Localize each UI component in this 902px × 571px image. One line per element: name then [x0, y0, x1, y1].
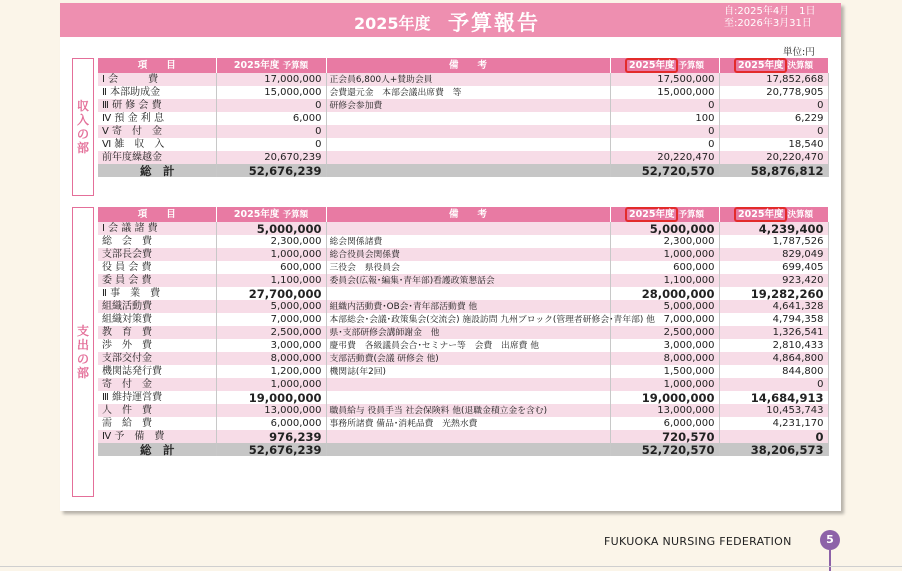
row-prev-budget: 2,500,000 [610, 326, 719, 339]
row-settlement: 4,641,328 [719, 300, 828, 313]
col-remarks: 備 考 [326, 58, 610, 73]
row-prev-budget: 0 [610, 138, 719, 151]
row-budget: 5,000,000 [216, 222, 326, 235]
row-budget: 27,700,000 [216, 287, 326, 300]
row-item: Ⅲ 研 修 会 費 [98, 99, 216, 112]
row-remarks [326, 430, 610, 443]
col-item: 項 目 [98, 207, 216, 222]
row-budget: 15,000,000 [216, 86, 326, 99]
row-remarks: 研修会参加費 [326, 99, 610, 112]
row-settlement: 4,239,400 [719, 222, 828, 235]
total-prev-budget: 52,720,570 [610, 164, 719, 177]
col-prev-budget: 2025年度 予算額 [610, 58, 719, 73]
row-settlement: 17,852,668 [719, 73, 828, 86]
col-settlement: 2025年度 決算額 [719, 207, 828, 222]
col-remarks: 備 考 [326, 207, 610, 222]
row-settlement: 4,794,358 [719, 313, 828, 326]
row-item: Ⅴ 寄 付 金 [98, 125, 216, 138]
table-row [98, 112, 828, 125]
row-item: Ⅰ 会 議 諸 費 [98, 222, 216, 235]
page-marker-line [829, 550, 831, 571]
row-remarks: 会費還元金 本部会議出席費 等 [326, 86, 610, 99]
highlight-mark: 2025年度 [734, 207, 787, 222]
total-remarks [326, 164, 610, 177]
total-remarks [326, 443, 610, 456]
row-remarks: 県･支部研修会講師謝金 他 [326, 326, 610, 339]
row-remarks: 総会関係諸費 [326, 235, 610, 248]
table-row [98, 300, 828, 313]
total-settlement: 38,206,573 [719, 443, 828, 456]
row-item: 教 育 費 [98, 326, 216, 339]
row-prev-budget: 7,000,000 [610, 313, 719, 326]
row-prev-budget: 28,000,000 [610, 287, 719, 300]
row-settlement: 0 [719, 378, 828, 391]
period-from: 自:2025年4月 1日 [724, 6, 816, 17]
table-row [98, 378, 828, 391]
row-budget: 976,239 [216, 430, 326, 443]
row-item: 需 給 費 [98, 417, 216, 430]
income-header-row [98, 58, 828, 73]
expense-section [72, 207, 828, 497]
table-row [98, 125, 828, 138]
table-row [98, 138, 828, 151]
title-banner [60, 3, 841, 37]
row-prev-budget: 6,000,000 [610, 417, 719, 430]
page-number: 5 [820, 530, 840, 550]
table-row [98, 222, 828, 235]
row-remarks: 組織内活動費･OB会･青年部活動費 他 [326, 300, 610, 313]
row-budget: 0 [216, 125, 326, 138]
row-item: 渉 外 費 [98, 339, 216, 352]
row-item: 機関誌発行費 [98, 365, 216, 378]
page-title: 予算報告 [448, 11, 540, 35]
footer-org: FUKUOKA NURSING FEDERATION [604, 535, 792, 548]
row-budget: 600,000 [216, 261, 326, 274]
row-settlement: 699,405 [719, 261, 828, 274]
row-prev-budget: 0 [610, 99, 719, 112]
expense-table [98, 207, 829, 456]
table-row [98, 391, 828, 404]
row-budget: 1,100,000 [216, 274, 326, 287]
row-settlement: 6,229 [719, 112, 828, 125]
row-remarks: 総合役員会関係費 [326, 248, 610, 261]
row-budget: 1,000,000 [216, 378, 326, 391]
row-settlement: 19,282,260 [719, 287, 828, 300]
budget-report-sheet [60, 3, 841, 511]
row-prev-budget: 3,000,000 [610, 339, 719, 352]
table-row [98, 235, 828, 248]
row-budget: 6,000 [216, 112, 326, 125]
row-budget: 5,000,000 [216, 300, 326, 313]
row-item: 寄 付 金 [98, 378, 216, 391]
row-budget: 17,000,000 [216, 73, 326, 86]
table-row [98, 151, 828, 164]
income-section [72, 58, 828, 198]
expense-header-row [98, 207, 828, 222]
row-prev-budget: 5,000,000 [610, 300, 719, 313]
period [724, 6, 816, 30]
row-remarks: 正会員6,800人+賛助会員 [326, 73, 610, 86]
row-prev-budget: 720,570 [610, 430, 719, 443]
row-settlement: 4,231,170 [719, 417, 828, 430]
col-budget: 2025年度 予算額 [216, 207, 326, 222]
row-remarks: 三役会 県役員会 [326, 261, 610, 274]
row-item: Ⅱ 事 業 費 [98, 287, 216, 300]
total-prev-budget: 52,720,570 [610, 443, 719, 456]
table-row [98, 86, 828, 99]
row-remarks [326, 378, 610, 391]
row-remarks: 慶弔費 各級議員会合･セミナー等 会費 出席費 他 [326, 339, 610, 352]
total-budget: 52,676,239 [216, 443, 326, 456]
table-row [98, 326, 828, 339]
highlight-mark: 2025年度 [734, 58, 787, 73]
row-item: Ⅲ 維持運営費 [98, 391, 216, 404]
row-prev-budget: 20,220,470 [610, 151, 719, 164]
col-prev-budget: 2025年度 予算額 [610, 207, 719, 222]
row-settlement: 20,220,470 [719, 151, 828, 164]
row-item: 委 員 会 費 [98, 274, 216, 287]
table-row [98, 99, 828, 112]
row-budget: 0 [216, 138, 326, 151]
table-row [98, 248, 828, 261]
row-remarks [326, 125, 610, 138]
highlight-mark: 2025年度 [625, 207, 678, 222]
row-settlement: 1,787,526 [719, 235, 828, 248]
row-remarks [326, 112, 610, 125]
col-settlement: 2025年度 決算額 [719, 58, 828, 73]
row-item: 人 件 費 [98, 404, 216, 417]
unit-label: 単位:円 [783, 47, 815, 58]
table-row [98, 274, 828, 287]
row-remarks: 機関誌(年2回) [326, 365, 610, 378]
title-year: 2025年度 [354, 14, 431, 33]
highlight-mark: 2025年度 [625, 58, 678, 73]
row-budget: 20,670,239 [216, 151, 326, 164]
table-row [98, 339, 828, 352]
row-remarks: 本部総会･会議･政策集会(交流会) 施設訪問 九州ブロック(管理者研修会･青年部) 他 [326, 313, 610, 326]
row-prev-budget: 2,300,000 [610, 235, 719, 248]
row-budget: 13,000,000 [216, 404, 326, 417]
row-remarks [326, 287, 610, 300]
period-to: 至:2026年3月31日 [724, 18, 812, 29]
row-prev-budget: 1,000,000 [610, 378, 719, 391]
row-item: 役 員 会 費 [98, 261, 216, 274]
row-prev-budget: 1,100,000 [610, 274, 719, 287]
row-budget: 2,300,000 [216, 235, 326, 248]
row-prev-budget: 17,500,000 [610, 73, 719, 86]
row-budget: 6,000,000 [216, 417, 326, 430]
row-settlement: 20,778,905 [719, 86, 828, 99]
table-row [98, 313, 828, 326]
row-prev-budget: 0 [610, 125, 719, 138]
row-item: 支部交付金 [98, 352, 216, 365]
table-row [98, 365, 828, 378]
total-row [98, 443, 828, 456]
row-prev-budget: 13,000,000 [610, 404, 719, 417]
row-prev-budget: 1,500,000 [610, 365, 719, 378]
row-settlement: 829,049 [719, 248, 828, 261]
table-row [98, 430, 828, 443]
row-budget: 1,000,000 [216, 248, 326, 261]
row-item: 組織活動費 [98, 300, 216, 313]
row-item: 総 会 費 [98, 235, 216, 248]
expense-section-label: 支出の部 [72, 207, 94, 497]
row-item: 前年度繰越金 [98, 151, 216, 164]
row-item: Ⅳ 予 備 費 [98, 430, 216, 443]
row-remarks: 支部活動費(会議 研修会 他) [326, 352, 610, 365]
row-remarks: 事務所諸費 備品･消耗品費 光熱水費 [326, 417, 610, 430]
row-budget: 0 [216, 99, 326, 112]
row-remarks: 職員給与 役員手当 社会保険料 他(退職金積立金を含む) [326, 404, 610, 417]
row-item: Ⅱ 本部助成金 [98, 86, 216, 99]
table-row [98, 404, 828, 417]
row-remarks: 委員会(広報･編集･青年部)看護政策懇話会 [326, 274, 610, 287]
table-row [98, 352, 828, 365]
total-label: 総 計 [98, 443, 216, 456]
row-settlement: 0 [719, 430, 828, 443]
row-prev-budget: 15,000,000 [610, 86, 719, 99]
row-budget: 1,200,000 [216, 365, 326, 378]
row-budget: 19,000,000 [216, 391, 326, 404]
row-remarks [326, 222, 610, 235]
row-prev-budget: 600,000 [610, 261, 719, 274]
total-row [98, 164, 828, 177]
row-settlement: 1,326,541 [719, 326, 828, 339]
row-item: 組織対策費 [98, 313, 216, 326]
row-settlement: 18,540 [719, 138, 828, 151]
table-row [98, 417, 828, 430]
row-settlement: 0 [719, 99, 828, 112]
row-budget: 2,500,000 [216, 326, 326, 339]
row-item: 支部長会費 [98, 248, 216, 261]
row-prev-budget: 5,000,000 [610, 222, 719, 235]
row-remarks [326, 391, 610, 404]
row-item: Ⅳ 預 金 利 息 [98, 112, 216, 125]
row-budget: 3,000,000 [216, 339, 326, 352]
row-settlement: 0 [719, 125, 828, 138]
row-item: Ⅰ 会 費 [98, 73, 216, 86]
income-table [98, 58, 829, 177]
table-row [98, 287, 828, 300]
table-row [98, 73, 828, 86]
row-budget: 8,000,000 [216, 352, 326, 365]
row-settlement: 14,684,913 [719, 391, 828, 404]
row-prev-budget: 8,000,000 [610, 352, 719, 365]
total-budget: 52,676,239 [216, 164, 326, 177]
col-budget: 2025年度 予算額 [216, 58, 326, 73]
row-remarks [326, 138, 610, 151]
row-settlement: 844,800 [719, 365, 828, 378]
row-budget: 7,000,000 [216, 313, 326, 326]
row-prev-budget: 19,000,000 [610, 391, 719, 404]
row-prev-budget: 100 [610, 112, 719, 125]
row-remarks [326, 151, 610, 164]
row-settlement: 2,810,433 [719, 339, 828, 352]
col-item: 項 目 [98, 58, 216, 73]
table-row [98, 261, 828, 274]
total-settlement: 58,876,812 [719, 164, 828, 177]
row-settlement: 4,864,800 [719, 352, 828, 365]
bottom-rule [0, 566, 902, 567]
row-settlement: 10,453,743 [719, 404, 828, 417]
row-settlement: 923,420 [719, 274, 828, 287]
income-section-label: 収入の部 [72, 58, 94, 196]
row-prev-budget: 1,000,000 [610, 248, 719, 261]
total-label: 総 計 [98, 164, 216, 177]
row-item: Ⅵ 雑 収 入 [98, 138, 216, 151]
